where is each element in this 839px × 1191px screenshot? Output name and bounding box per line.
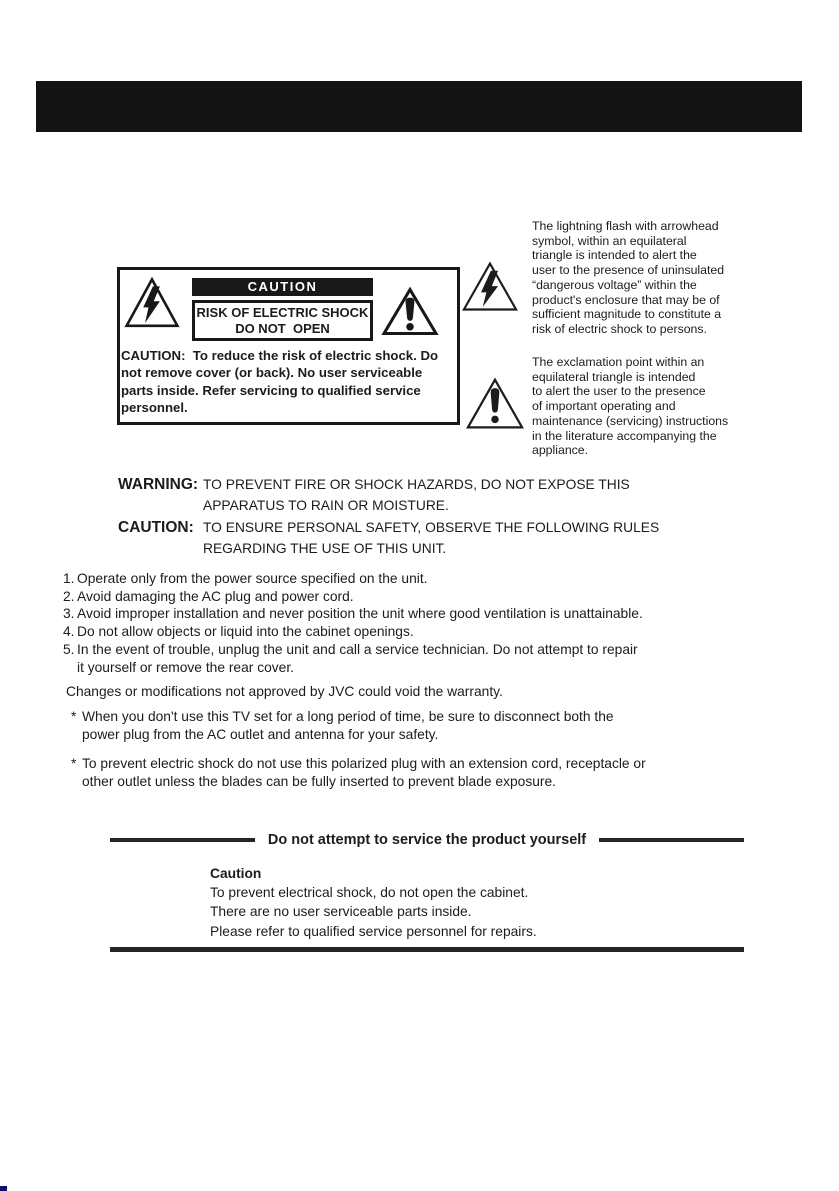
caution-text-statement <box>203 517 659 559</box>
caution-line: TO ENSURE PERSONAL SAFETY, OBSERVE THE FOLLOWING RULES <box>203 520 660 535</box>
risk-line-1: RISK OF ELECTRIC SHOCK <box>196 305 369 320</box>
item-number: 2. <box>63 588 75 604</box>
exclamation-triangle-icon <box>465 376 525 432</box>
caution-graphic-box <box>117 267 460 425</box>
item-text: Operate only from the power source specified on the unit. <box>77 571 428 586</box>
caution-label: CAUTION <box>192 278 373 296</box>
list-item <box>63 570 643 588</box>
risk-line-2: DO NOT OPEN <box>235 321 330 336</box>
note-line: of important operating and <box>532 399 676 414</box>
star-note <box>71 708 614 744</box>
exclamation-triangle-icon <box>381 286 439 338</box>
caution-line: REGARDING THE USE OF THIS UNIT. <box>203 541 447 556</box>
note-line: user to the presence of uninsulated <box>532 263 725 278</box>
lightning-triangle-icon <box>461 260 519 314</box>
service-caution-heading: Caution <box>210 866 262 881</box>
item-number: 4. <box>63 624 75 640</box>
note-line: sufficient magnitude to constitute a <box>532 307 722 322</box>
caution-label-statement: CAUTION: <box>118 519 194 536</box>
service-line: To prevent electrical shock, do not open the cabinet. <box>210 885 529 901</box>
caution-body-line: parts inside. Refer servicing to qualified service <box>121 382 421 398</box>
list-item <box>63 623 643 641</box>
rule-line <box>110 947 744 952</box>
warning-label: WARNING: <box>118 476 199 493</box>
asterisk-marker: * <box>71 756 77 771</box>
note-line: appliance. <box>532 443 589 458</box>
note-line: to alert the user to the presence <box>532 384 706 399</box>
warning-text <box>203 474 630 516</box>
scan-corner-mark <box>0 1186 7 1191</box>
note-line: equilateral triangle is intended <box>532 369 696 384</box>
note-line: symbol, within an equilateral <box>532 233 687 248</box>
note-line: other outlet unless the blades can be fully inserted to prevent blade exposure. <box>82 774 556 789</box>
caution-body-line: not remove cover (or back). No user serviceable <box>121 365 423 381</box>
service-line: There are no user serviceable parts inside. <box>210 904 472 920</box>
service-box-title: Do not attempt to service the product yourself <box>267 832 587 848</box>
list-item <box>63 605 643 623</box>
note-line: maintenance (servicing) instructions <box>532 413 729 428</box>
service-box-text <box>210 864 537 941</box>
list-item <box>63 641 643 676</box>
list-item <box>63 588 643 606</box>
lightning-triangle-icon <box>124 274 180 332</box>
rule-line <box>110 838 255 842</box>
note-line: in the literature accompanying the <box>532 428 717 443</box>
item-text: Avoid damaging the AC plug and power cord. <box>77 588 354 604</box>
lightning-note <box>532 219 762 337</box>
note-line: The exclamation point within an <box>532 355 705 369</box>
item-number: 5. <box>63 641 75 657</box>
item-text: In the event of trouble, unplug the unit and call a service technician. Do not attempt to repair <box>77 641 638 657</box>
caution-body-line: personnel. <box>121 400 188 416</box>
warranty-note: Changes or modifications not approved by JVC could void the warranty. <box>66 684 503 699</box>
service-line: Please refer to qualified service personnel for repairs. <box>210 923 537 939</box>
safety-rules-list <box>63 570 643 676</box>
item-text: Avoid improper installation and never position the unit where good ventilation is unattainable. <box>77 606 643 622</box>
caution-body-text <box>121 347 438 417</box>
item-number: 3. <box>63 606 75 622</box>
header-banner <box>36 81 802 132</box>
note-line: risk of electric shock to persons. <box>532 321 707 336</box>
note-line: triangle is intended to alert the <box>532 248 697 263</box>
rule-line <box>599 838 744 842</box>
warning-line: APPARATUS TO RAIN OR MOISTURE. <box>203 498 449 513</box>
star-note <box>71 755 646 791</box>
asterisk-marker: * <box>71 709 77 724</box>
item-text: it yourself or remove the rear cover. <box>77 659 295 675</box>
note-line: power plug from the AC outlet and antenna for your safety. <box>82 727 439 742</box>
note-line: To prevent electric shock do not use this polarized plug with an extension cord, receptacle or <box>82 756 646 771</box>
note-line: The lightning flash with arrowhead <box>532 219 719 233</box>
service-box-title-row <box>110 832 744 848</box>
warning-line: TO PREVENT FIRE OR SHOCK HAZARDS, DO NOT EXPOSE THIS <box>203 477 630 492</box>
note-line: When you don't use this TV set for a long period of time, be sure to disconnect both the <box>82 709 614 724</box>
exclamation-note <box>532 355 762 458</box>
item-number: 1. <box>63 571 75 586</box>
caution-body-line: CAUTION: To reduce the risk of electric shock. Do <box>121 348 439 363</box>
note-line: product's enclosure that may be of <box>532 292 720 307</box>
risk-of-shock-box <box>192 300 373 341</box>
note-line: “dangerous voltage” within the <box>532 277 697 292</box>
item-text: Do not allow objects or liquid into the cabinet openings. <box>77 624 414 640</box>
